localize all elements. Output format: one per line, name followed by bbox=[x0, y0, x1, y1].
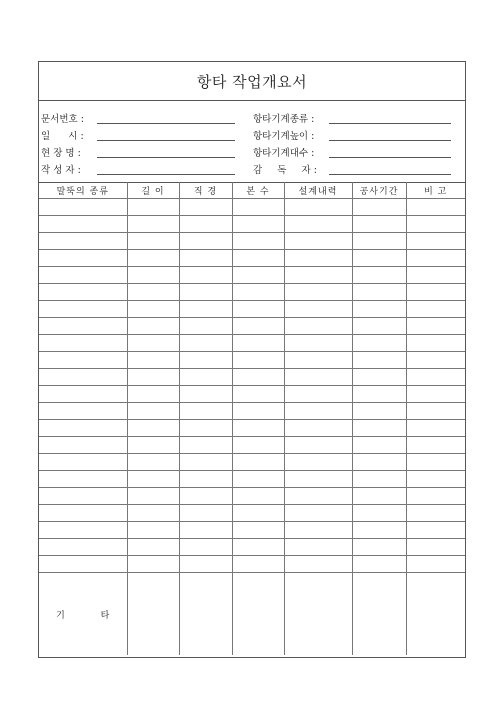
table-row bbox=[39, 556, 465, 573]
table-cell[interactable] bbox=[352, 386, 406, 403]
table-cell[interactable] bbox=[39, 352, 127, 369]
table-cell[interactable] bbox=[179, 301, 232, 318]
table-cell[interactable] bbox=[127, 454, 179, 471]
table-cell[interactable] bbox=[284, 335, 352, 352]
table-cell[interactable] bbox=[39, 386, 127, 403]
table-cell[interactable] bbox=[284, 454, 352, 471]
table-cell[interactable] bbox=[39, 403, 127, 420]
table-cell[interactable] bbox=[232, 199, 284, 216]
table-cell[interactable] bbox=[39, 437, 127, 454]
table-row bbox=[39, 335, 465, 352]
table-cell[interactable] bbox=[232, 522, 284, 539]
table-cell[interactable] bbox=[39, 335, 127, 352]
table-cell[interactable] bbox=[406, 522, 465, 539]
title-area bbox=[39, 62, 465, 101]
etc-cell[interactable] bbox=[127, 573, 179, 656]
table-cell[interactable] bbox=[352, 301, 406, 318]
etc-cell[interactable] bbox=[352, 573, 406, 656]
table-cell[interactable] bbox=[127, 403, 179, 420]
table-cell[interactable] bbox=[232, 267, 284, 284]
table-cell[interactable] bbox=[179, 386, 232, 403]
table-cell[interactable] bbox=[406, 403, 465, 420]
info-row-4 bbox=[39, 163, 465, 179]
etc-label-1: 기 bbox=[56, 610, 65, 621]
table-row bbox=[39, 318, 465, 335]
table-cell[interactable] bbox=[232, 403, 284, 420]
table-cell[interactable] bbox=[406, 539, 465, 556]
table-cell[interactable] bbox=[232, 335, 284, 352]
info-row-3 bbox=[39, 146, 465, 162]
table-cell[interactable] bbox=[179, 369, 232, 386]
table-cell[interactable] bbox=[127, 352, 179, 369]
table-cell[interactable] bbox=[39, 556, 127, 573]
table-cell[interactable] bbox=[406, 556, 465, 573]
table-cell[interactable] bbox=[284, 505, 352, 522]
table-row bbox=[39, 301, 465, 318]
table-cell[interactable] bbox=[406, 250, 465, 267]
table-cell[interactable] bbox=[232, 369, 284, 386]
table-cell[interactable] bbox=[284, 301, 352, 318]
table-cell[interactable] bbox=[179, 505, 232, 522]
table-cell[interactable] bbox=[179, 267, 232, 284]
table-cell[interactable] bbox=[406, 199, 465, 216]
info-row-1 bbox=[39, 112, 465, 128]
table-header-row bbox=[39, 183, 465, 199]
table-cell[interactable] bbox=[179, 284, 232, 301]
table-cell[interactable] bbox=[179, 488, 232, 505]
table-cell[interactable] bbox=[179, 318, 232, 335]
site-name-label: 현 장 명 : bbox=[41, 148, 81, 159]
table-row bbox=[39, 386, 465, 403]
etc-label-cell bbox=[39, 573, 127, 656]
table-cell[interactable] bbox=[127, 488, 179, 505]
table-cell[interactable] bbox=[352, 284, 406, 301]
table-cell[interactable] bbox=[39, 522, 127, 539]
table-cell[interactable] bbox=[284, 556, 352, 573]
table-cell[interactable] bbox=[127, 216, 179, 233]
table-cell[interactable] bbox=[179, 539, 232, 556]
table-cell[interactable] bbox=[39, 284, 127, 301]
table-cell[interactable] bbox=[179, 216, 232, 233]
table-cell[interactable] bbox=[284, 539, 352, 556]
table-cell[interactable] bbox=[179, 199, 232, 216]
table-cell[interactable] bbox=[406, 386, 465, 403]
table-cell[interactable] bbox=[39, 369, 127, 386]
table-cell[interactable] bbox=[284, 403, 352, 420]
table-cell[interactable] bbox=[284, 352, 352, 369]
table-cell[interactable] bbox=[179, 335, 232, 352]
table-cell[interactable] bbox=[352, 556, 406, 573]
machine-type-label: 항타기계종류 : bbox=[253, 114, 315, 125]
table-cell[interactable] bbox=[406, 369, 465, 386]
table-cell[interactable] bbox=[39, 233, 127, 250]
table-cell[interactable] bbox=[39, 539, 127, 556]
table-cell[interactable] bbox=[352, 250, 406, 267]
table-cell[interactable] bbox=[39, 250, 127, 267]
table-cell[interactable] bbox=[232, 301, 284, 318]
table-cell[interactable] bbox=[406, 267, 465, 284]
table-cell[interactable] bbox=[127, 471, 179, 488]
table-cell[interactable] bbox=[406, 352, 465, 369]
table-cell[interactable] bbox=[179, 250, 232, 267]
table-cell[interactable] bbox=[179, 471, 232, 488]
table-cell[interactable] bbox=[39, 488, 127, 505]
table-row bbox=[39, 539, 465, 556]
table-row bbox=[39, 420, 465, 437]
table-cell[interactable] bbox=[406, 454, 465, 471]
table-cell[interactable] bbox=[39, 471, 127, 488]
table-cell[interactable] bbox=[352, 233, 406, 250]
table-cell[interactable] bbox=[352, 352, 406, 369]
table-cell[interactable] bbox=[179, 403, 232, 420]
table-cell[interactable] bbox=[284, 522, 352, 539]
table-cell[interactable] bbox=[179, 352, 232, 369]
table-row bbox=[39, 352, 465, 369]
doc-number-field[interactable] bbox=[97, 112, 235, 124]
table-cell[interactable] bbox=[232, 250, 284, 267]
table-cell[interactable] bbox=[179, 420, 232, 437]
date-field[interactable] bbox=[97, 129, 235, 141]
table-cell[interactable] bbox=[179, 522, 232, 539]
table-cell[interactable] bbox=[406, 505, 465, 522]
table-cell[interactable] bbox=[352, 437, 406, 454]
table-cell[interactable] bbox=[232, 386, 284, 403]
table-row bbox=[39, 250, 465, 267]
table-cell[interactable] bbox=[127, 301, 179, 318]
table-row bbox=[39, 437, 465, 454]
table-cell[interactable] bbox=[127, 233, 179, 250]
table-cell[interactable] bbox=[406, 488, 465, 505]
table-cell[interactable] bbox=[179, 437, 232, 454]
work-summary-form bbox=[38, 61, 466, 658]
table-cell[interactable] bbox=[232, 505, 284, 522]
table-row bbox=[39, 505, 465, 522]
table-cell[interactable] bbox=[284, 488, 352, 505]
table-cell[interactable] bbox=[39, 301, 127, 318]
table-cell[interactable] bbox=[352, 318, 406, 335]
table-cell[interactable] bbox=[352, 522, 406, 539]
table-cell[interactable] bbox=[232, 488, 284, 505]
table-cell[interactable] bbox=[352, 420, 406, 437]
table-cell[interactable] bbox=[352, 539, 406, 556]
table-cell[interactable] bbox=[232, 539, 284, 556]
table-cell[interactable] bbox=[406, 233, 465, 250]
etc-cell[interactable] bbox=[179, 573, 232, 656]
table-cell[interactable] bbox=[352, 267, 406, 284]
table-cell[interactable] bbox=[127, 199, 179, 216]
table-cell[interactable] bbox=[406, 420, 465, 437]
table-cell[interactable] bbox=[232, 471, 284, 488]
table-cell[interactable] bbox=[127, 335, 179, 352]
table-row bbox=[39, 199, 465, 216]
table-cell[interactable] bbox=[284, 216, 352, 233]
table-cell[interactable] bbox=[284, 284, 352, 301]
table-cell[interactable] bbox=[284, 471, 352, 488]
table-cell[interactable] bbox=[284, 233, 352, 250]
etc-label-2: 타 bbox=[100, 610, 110, 621]
table-cell[interactable] bbox=[284, 267, 352, 284]
table-cell[interactable] bbox=[284, 437, 352, 454]
table-cell[interactable] bbox=[39, 505, 127, 522]
supervisor-field[interactable] bbox=[329, 163, 451, 175]
table-cell[interactable] bbox=[127, 267, 179, 284]
table-cell[interactable] bbox=[352, 454, 406, 471]
header-diameter: 직 경 bbox=[179, 183, 232, 199]
site-name-field[interactable] bbox=[97, 146, 235, 158]
table-cell[interactable] bbox=[352, 505, 406, 522]
table-cell[interactable] bbox=[284, 386, 352, 403]
pile-table bbox=[39, 182, 465, 655]
table-cell[interactable] bbox=[406, 318, 465, 335]
table-row bbox=[39, 267, 465, 284]
etc-row bbox=[39, 573, 465, 656]
table-cell[interactable] bbox=[406, 301, 465, 318]
table-cell[interactable] bbox=[406, 471, 465, 488]
table-row bbox=[39, 233, 465, 250]
table-cell[interactable] bbox=[232, 318, 284, 335]
table-row bbox=[39, 454, 465, 471]
header-pile-type: 말뚝의 종류 bbox=[39, 183, 127, 199]
machine-height-label: 항타기계높이 : bbox=[253, 131, 315, 142]
table-cell[interactable] bbox=[127, 386, 179, 403]
machine-height-field[interactable] bbox=[329, 129, 451, 141]
table-cell[interactable] bbox=[352, 335, 406, 352]
table-cell[interactable] bbox=[179, 233, 232, 250]
etc-cell[interactable] bbox=[284, 573, 352, 656]
header-count: 본 수 bbox=[232, 183, 284, 199]
header-remarks: 비 고 bbox=[406, 183, 465, 199]
table-cell[interactable] bbox=[39, 267, 127, 284]
table-cell[interactable] bbox=[39, 454, 127, 471]
table-row bbox=[39, 522, 465, 539]
header-length: 길 이 bbox=[127, 183, 179, 199]
table-cell[interactable] bbox=[284, 199, 352, 216]
page-title: 항타 작업개요서 bbox=[196, 72, 308, 91]
info-row-2 bbox=[39, 129, 465, 145]
table-cell[interactable] bbox=[232, 284, 284, 301]
table-cell[interactable] bbox=[284, 369, 352, 386]
table-cell[interactable] bbox=[406, 437, 465, 454]
table-cell[interactable] bbox=[179, 556, 232, 573]
author-field[interactable] bbox=[97, 163, 235, 175]
table-cell[interactable] bbox=[127, 505, 179, 522]
table-cell[interactable] bbox=[127, 539, 179, 556]
table-cell[interactable] bbox=[406, 335, 465, 352]
table-cell[interactable] bbox=[232, 233, 284, 250]
table-cell[interactable] bbox=[352, 369, 406, 386]
table-cell[interactable] bbox=[352, 216, 406, 233]
table-cell[interactable] bbox=[39, 318, 127, 335]
table-row bbox=[39, 403, 465, 420]
table-cell[interactable] bbox=[232, 420, 284, 437]
table-cell[interactable] bbox=[406, 284, 465, 301]
table-row bbox=[39, 284, 465, 301]
header-design-load: 설계내력 bbox=[284, 183, 352, 199]
table-cell[interactable] bbox=[127, 522, 179, 539]
table-cell[interactable] bbox=[232, 352, 284, 369]
table-cell[interactable] bbox=[127, 437, 179, 454]
table-row bbox=[39, 369, 465, 386]
machine-count-label: 항타기계대수 : bbox=[253, 148, 315, 159]
table-cell[interactable] bbox=[179, 454, 232, 471]
table-cell[interactable] bbox=[232, 216, 284, 233]
table-cell[interactable] bbox=[127, 284, 179, 301]
table-cell[interactable] bbox=[352, 403, 406, 420]
table-cell[interactable] bbox=[352, 488, 406, 505]
table-cell[interactable] bbox=[39, 216, 127, 233]
table-cell[interactable] bbox=[284, 250, 352, 267]
author-label: 작 성 자 : bbox=[41, 165, 81, 176]
table-cell[interactable] bbox=[232, 437, 284, 454]
machine-type-field[interactable] bbox=[329, 112, 451, 124]
doc-number-label: 문서번호 : bbox=[41, 114, 84, 125]
table-cell[interactable] bbox=[39, 199, 127, 216]
table-cell[interactable] bbox=[352, 199, 406, 216]
table-cell[interactable] bbox=[39, 420, 127, 437]
etc-cell[interactable] bbox=[232, 573, 284, 656]
table-body bbox=[39, 199, 465, 656]
table-cell[interactable] bbox=[127, 556, 179, 573]
table-row bbox=[39, 471, 465, 488]
table-cell[interactable] bbox=[127, 318, 179, 335]
table-cell[interactable] bbox=[232, 556, 284, 573]
table-cell[interactable] bbox=[127, 250, 179, 267]
table-cell[interactable] bbox=[406, 216, 465, 233]
table-cell[interactable] bbox=[284, 318, 352, 335]
machine-count-field[interactable] bbox=[329, 146, 451, 158]
table-cell[interactable] bbox=[127, 369, 179, 386]
table-row bbox=[39, 488, 465, 505]
table-row bbox=[39, 216, 465, 233]
table-cell[interactable] bbox=[232, 454, 284, 471]
header-period: 공사기간 bbox=[352, 183, 406, 199]
supervisor-label: 감 독 자 : bbox=[253, 165, 317, 176]
table-cell[interactable] bbox=[352, 471, 406, 488]
table-cell[interactable] bbox=[127, 420, 179, 437]
table-cell[interactable] bbox=[284, 420, 352, 437]
date-label: 일 시 : bbox=[41, 131, 84, 142]
etc-cell[interactable] bbox=[406, 573, 465, 656]
